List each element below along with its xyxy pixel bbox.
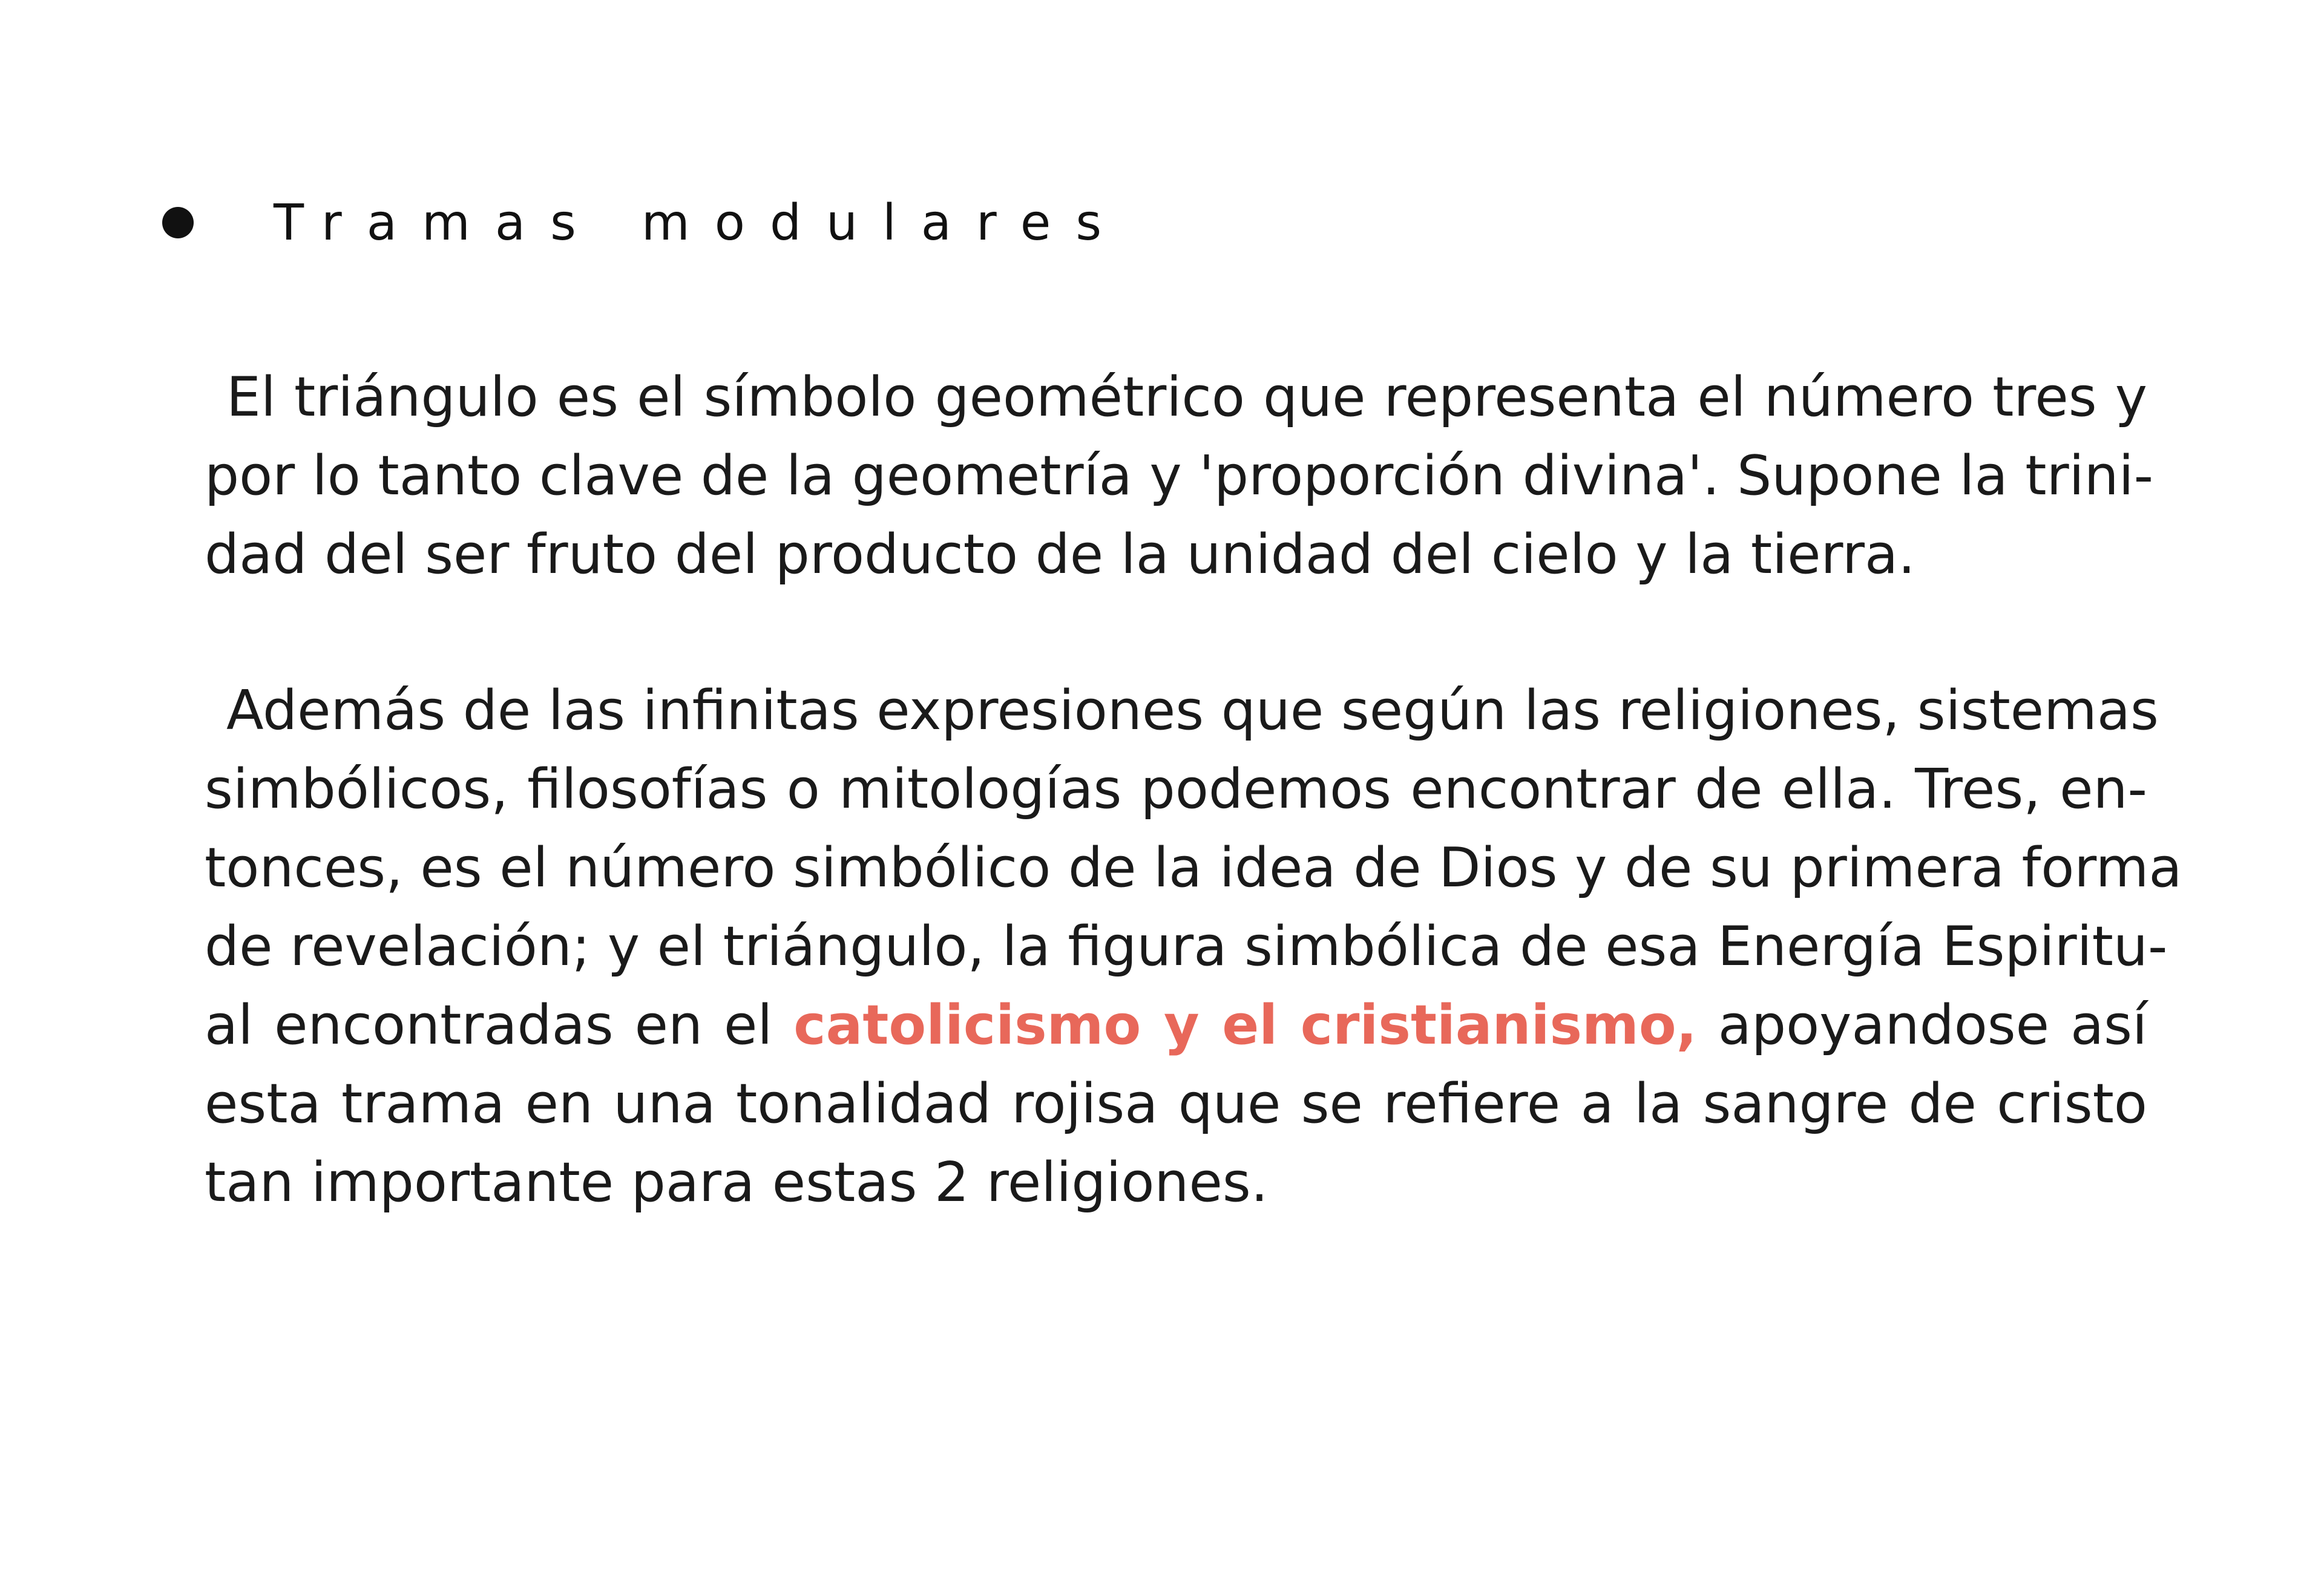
- paragraph-religious-meaning: [205, 672, 2182, 1222]
- paragraph-line: dad del ser fruto del producto de la unidad del cielo y la tierra.: [205, 523, 1915, 586]
- text-segment: al encontradas en el: [205, 993, 773, 1057]
- paragraph-line: El triángulo es el símbolo geométrico que representa el número tres y: [226, 365, 2147, 429]
- paragraph-line: de revelación; y el triángulo, la figura simbólica de esa Energía Espiritu-: [205, 915, 2168, 978]
- paragraph-line: tan importante para estas 2 religiones.: [205, 1151, 1269, 1214]
- paragraph-line: Además de las infinitas expresiones que según las religiones, sistemas: [226, 679, 2159, 742]
- highlighted-text: catolicismo y el cristianismo,: [793, 993, 1697, 1057]
- paragraph-line: tonces, es el número simbólico de la idea de Dios y de su primera forma: [205, 836, 2182, 900]
- section-heading: [162, 192, 1126, 253]
- bullet-icon: [162, 207, 194, 238]
- paragraph-line: por lo tanto clave de la geometría y 'proporción divina'. Supone la trini-: [205, 444, 2154, 508]
- paragraph-line-with-highlight: [205, 986, 2147, 1065]
- section-title: Tramas modulares: [274, 194, 1127, 252]
- text-segment: apoyandose así: [1718, 993, 2148, 1057]
- paragraph-line: simbólicos, filosofías o mitologías podemos encontrar de ella. Tres, en-: [205, 757, 2147, 821]
- paragraph-triangle-symbol: [205, 358, 2154, 594]
- paragraph-line: esta trama en una tonalidad rojisa que se refiere a la sangre de cristo: [205, 1072, 2147, 1136]
